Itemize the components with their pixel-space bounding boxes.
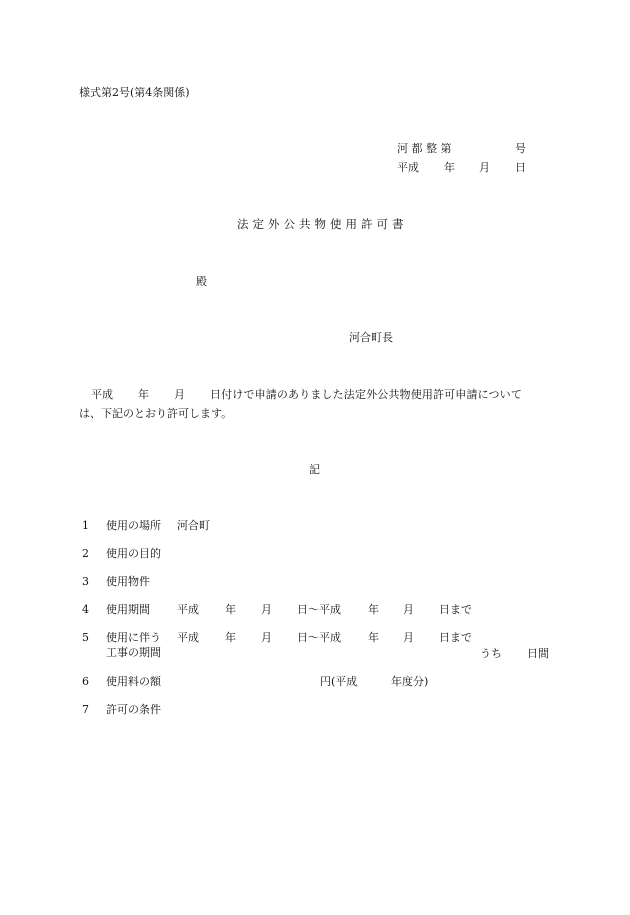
- item-number: 7: [82, 703, 89, 716]
- fee-fiscal-year: 年度分): [391, 675, 429, 688]
- item-value-location: 河合町: [177, 519, 210, 532]
- period-start-day: 日〜平成: [297, 603, 341, 616]
- date-era: 平成: [397, 161, 419, 174]
- item-number: 4: [82, 603, 89, 616]
- date-year: 年: [444, 161, 455, 174]
- document-number-prefix: 河 都 整 第: [397, 142, 452, 155]
- item-label-fee: 使用料の額: [106, 675, 161, 688]
- construction-end-day: 日まで: [439, 631, 472, 644]
- item-label-location: 使用の場所: [106, 519, 161, 532]
- body-era: 平成: [91, 388, 113, 401]
- body-line1-text: 日付けで申請のありました法定外公共物使用許可申請について: [210, 388, 522, 401]
- period-end-month: 月: [403, 603, 414, 616]
- fee-yen-era: 円(平成: [320, 675, 358, 688]
- construction-days: 日間: [527, 647, 549, 660]
- body-line2-text: は、下記のとおり許可します。: [79, 407, 233, 420]
- date-day: 日: [515, 161, 526, 174]
- period-start-month: 月: [261, 603, 272, 616]
- item-label-object: 使用物件: [106, 575, 150, 588]
- form-label: 様式第2号(第4条関係): [79, 86, 190, 99]
- item-label-purpose: 使用の目的: [106, 547, 161, 560]
- item-number: 1: [82, 519, 89, 532]
- construction-uchi: うち: [480, 647, 502, 660]
- construction-end-month: 月: [403, 631, 414, 644]
- body-month: 月: [174, 388, 185, 401]
- item-label-conditions: 許可の条件: [106, 703, 161, 716]
- document-number-suffix: 号: [515, 142, 526, 155]
- construction-start-era: 平成: [177, 631, 199, 644]
- addressee-suffix: 殿: [196, 275, 207, 288]
- construction-end-year: 年: [368, 631, 379, 644]
- body-year: 年: [138, 388, 149, 401]
- construction-start-year: 年: [225, 631, 236, 644]
- date-month: 月: [479, 161, 490, 174]
- period-start-era: 平成: [177, 603, 199, 616]
- ki-heading: 記: [309, 463, 320, 476]
- item-number: 3: [82, 575, 89, 588]
- item-number: 6: [82, 675, 89, 688]
- item-number: 5: [82, 631, 89, 644]
- issuer-name: 河合町長: [349, 331, 393, 344]
- period-end-day: 日まで: [439, 603, 472, 616]
- period-end-year: 年: [368, 603, 379, 616]
- item-label-construction-line1: 使用に伴う: [106, 631, 161, 644]
- item-label-period: 使用期間: [106, 603, 150, 616]
- construction-start-day: 日〜平成: [297, 631, 341, 644]
- item-number: 2: [82, 547, 89, 560]
- item-label-construction-line2: 工事の期間: [106, 646, 161, 659]
- document-title: 法定外公共物使用許可書: [237, 217, 408, 231]
- period-start-year: 年: [225, 603, 236, 616]
- construction-start-month: 月: [261, 631, 272, 644]
